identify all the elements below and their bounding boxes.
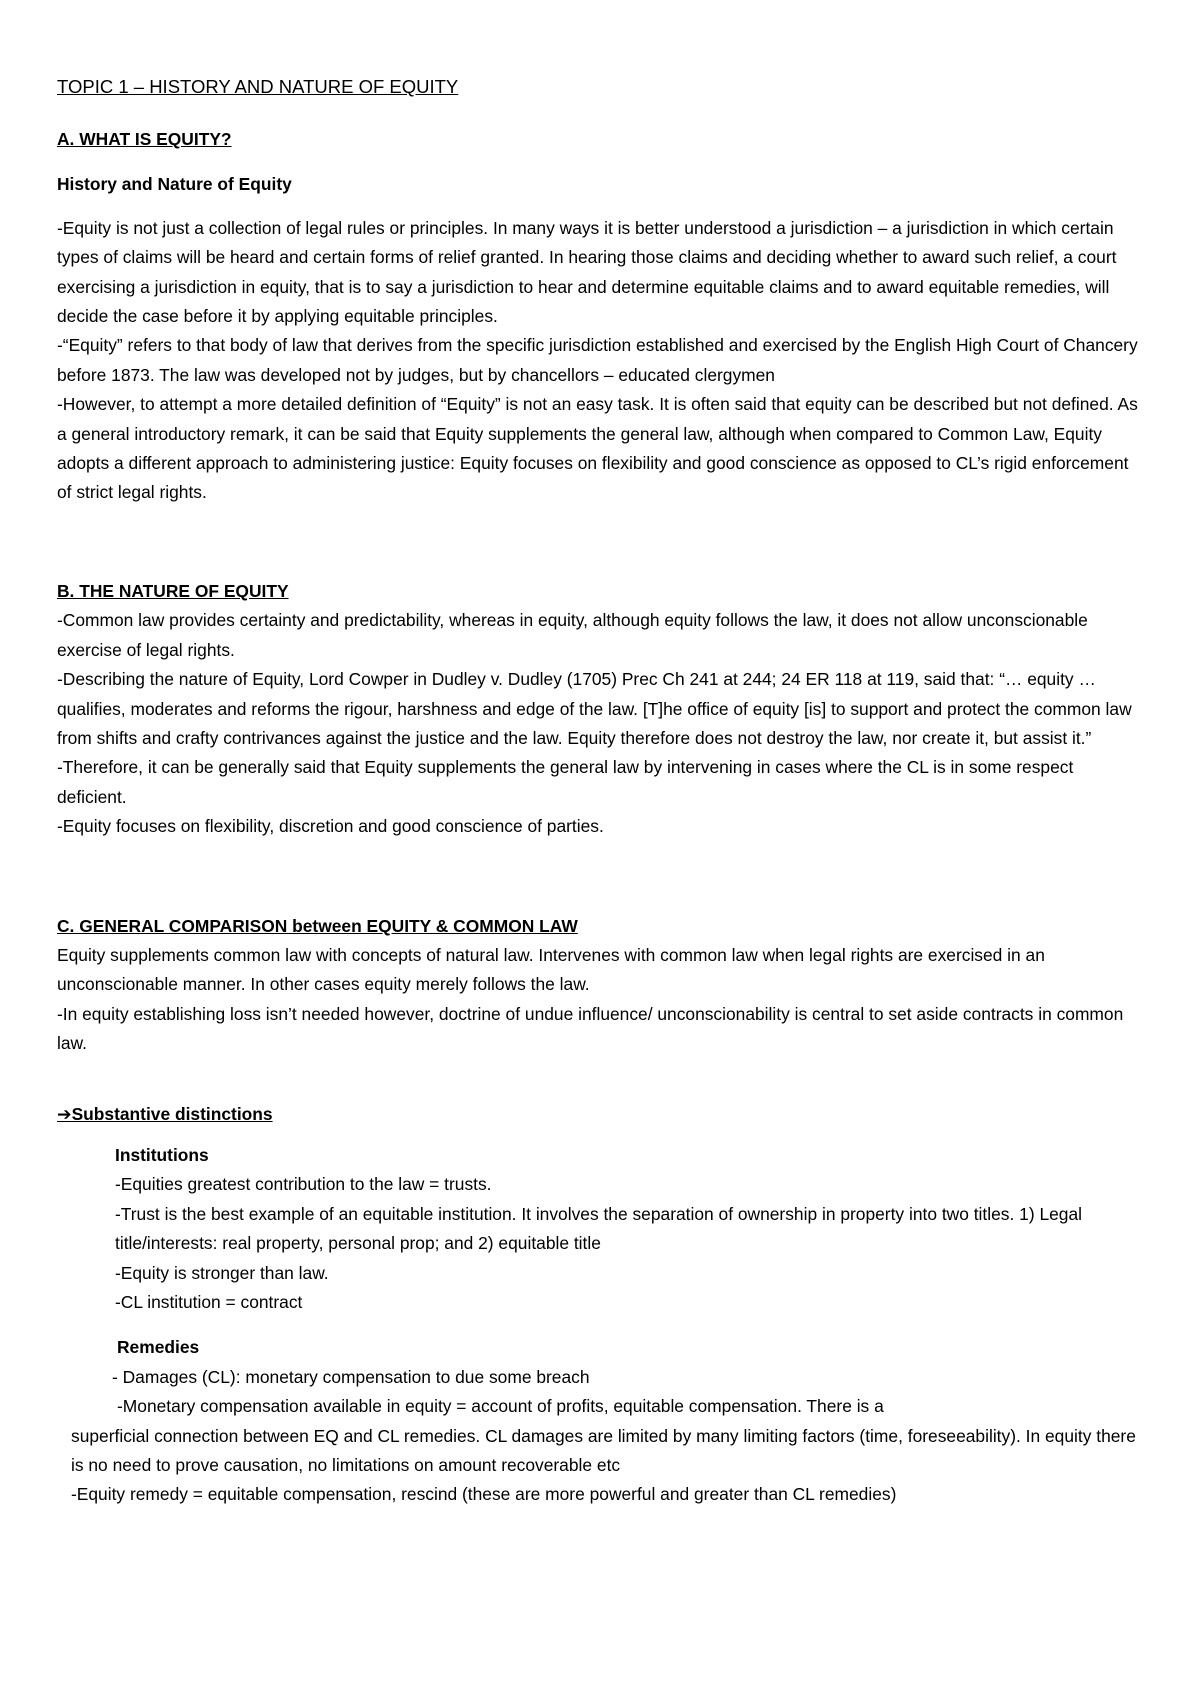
paragraph: -Describing the nature of Equity, Lord Cowper in Dudley v. Dudley (1705) Prec Ch 241 at 244; 24 ER 118 at 119, said that: “… equity … qualifies, moderates and reforms the rigour, harshness and edge of the law. [T]he office of equity [is] to support and protect the common law from shifts and crafty contrivances against the justice and the law. Equity therefore does not destroy the law, nor create it, but assist it.”: [57, 669, 1132, 748]
paragraph: -Equity focuses on flexibility, discretion and good conscience of parties.: [57, 816, 604, 837]
paragraph: -In equity establishing loss isn’t needed however, doctrine of undue influence/ unconscionability is central to set aside contracts in common law.: [57, 1003, 1124, 1054]
list-item: -Equity is stronger than law.: [115, 1262, 329, 1283]
list-item: -CL institution = contract: [115, 1292, 303, 1312]
paragraph: -Common law provides certainty and predictability, whereas in equity, although equity follows the law, it does not allow unconscionable exercise of legal rights.: [57, 610, 1088, 660]
substantive-heading-label: Substantive distinctions: [71, 1103, 273, 1124]
page-title: TOPIC 1 – HISTORY AND NATURE OF EQUITY: [57, 76, 459, 97]
list-item: -Trust is the best example of an equitable institution. It involves the separation of ownership in property into two titles. 1) Legal title/interests: real property, personal prop; and 2) equitable title: [115, 1203, 1082, 1254]
paragraph: -Therefore, it can be generally said that Equity supplements the general law by intervening in cases where the CL is in some respect deficient.: [57, 757, 1074, 807]
section-a-subheading: History and Nature of Equity: [57, 174, 292, 195]
list-item: superficial connection between EQ and CL remedies. CL damages are limited by many limiting factors (time, foreseeability). In equity there is no need to prove causation, no limitations on amount recoverable etc: [71, 1425, 1136, 1476]
list-item: - Damages (CL): monetary compensation to due some breach: [112, 1366, 590, 1387]
substantive-heading: [57, 1100, 1140, 1129]
paragraph: -“Equity” refers to that body of law that derives from the specific jurisdiction established and exercised by the English High Court of Chancery before 1873. The law was developed not by judges, but by chancellors – educated clergymen: [57, 335, 1138, 385]
paragraph: Equity supplements common law with concepts of natural law. Intervenes with common law when legal rights are exercised in an unconscionable manner. In other cases equity merely follows the law.: [57, 944, 1045, 995]
paragraph: -However, to attempt a more detailed definition of “Equity” is not an easy task. It is often said that equity can be described but not defined. As a general introductory remark, it can be said that Equity supplements the general law, although when compared to Common Law, Equity adopts a different approach to administering justice: Equity focuses on flexibility and good conscience as opposed to CL’s rigid enforcement of strict legal rights.: [57, 394, 1138, 503]
institutions-label: Institutions: [115, 1144, 209, 1165]
paragraph: -Equity is not just a collection of legal rules or principles. In many ways it is better understood a jurisdiction – a jurisdiction in which certain types of claims will be heard and certain forms of relief granted. In hearing those claims and deciding whether to award such relief, a court exercising a jurisdiction in equity, that is to say a jurisdiction to hear and determine equitable claims and to award equitable remedies, will decide the case before it by applying equitable principles.: [57, 217, 1117, 327]
list-item: -Equity remedy = equitable compensation, rescind (these are more powerful and greater than CL remedies): [71, 1484, 897, 1505]
list-item: -Equities greatest contribution to the law = trusts.: [115, 1174, 492, 1195]
list-item: -Monetary compensation available in equity = account of profits, equitable compensation. There is a: [117, 1396, 884, 1417]
section-b-heading: B. THE NATURE OF EQUITY: [57, 580, 289, 601]
arrow-right-icon: ➔: [57, 1103, 72, 1124]
section-c-heading: C. GENERAL COMPARISON between EQUITY & COMMON LAW: [57, 915, 578, 936]
institutions-block: [57, 1141, 1140, 1317]
remedies-label: Remedies: [117, 1337, 200, 1358]
section-a-heading: A. WHAT IS EQUITY?: [57, 129, 232, 149]
